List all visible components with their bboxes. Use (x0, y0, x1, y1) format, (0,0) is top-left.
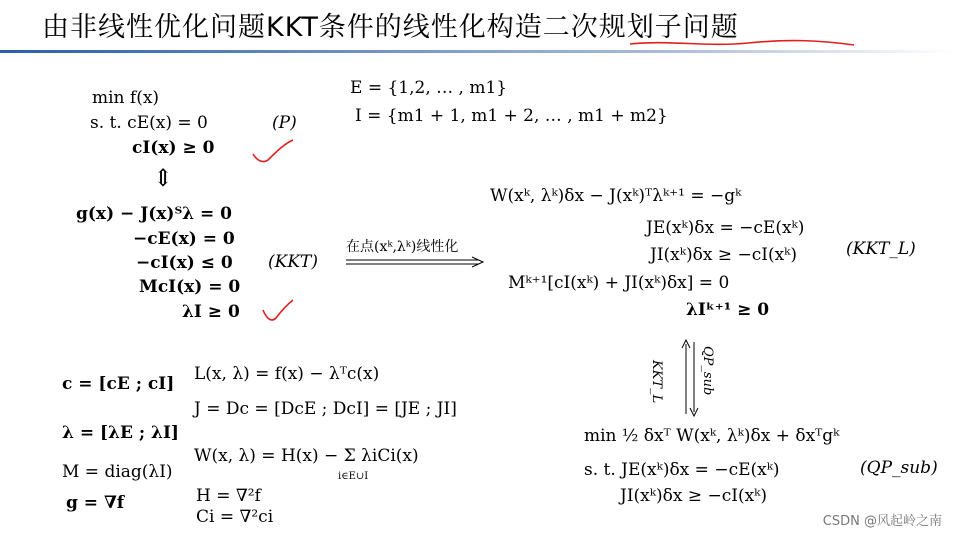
def-lagrangian: L(x, λ) = f(x) − λᵀc(x) (194, 364, 380, 384)
set-i: I = {m1 + 1, m1 + 2, … , m1 + m2} (355, 106, 668, 126)
kktl-complementarity: Mᵏ⁺¹[cI(xᵏ) + JI(xᵏ)δx] = 0 (508, 273, 730, 293)
def-ci: Ci = ∇²ci (196, 507, 274, 527)
kkt-eq: −cE(x) = 0 (133, 229, 235, 249)
qp-ineq-constraint: JI(xᵏ)δx ≥ −cI(xᵏ) (620, 486, 767, 506)
qp-eq-constraint: s. t. JE(xᵏ)δx = −cE(xᵏ) (584, 460, 780, 480)
linearize-text: 在点(xᵏ,λᵏ)线性化 (346, 239, 459, 255)
kktl-label: (KKT_L) (846, 239, 916, 259)
def-g: g = ∇f (66, 493, 125, 513)
def-lambda: λ = [λE ; λI] (62, 423, 179, 443)
def-h: H = ∇²f (196, 486, 261, 506)
problem-p-eq-constraint: s. t. cE(x) = 0 (90, 113, 208, 133)
kkt-stationarity: g(x) − J(x)ᵀλ = 0 (76, 204, 233, 224)
kktl-ineq: JI(xᵏ)δx ≥ −cI(xᵏ) (650, 245, 797, 265)
check-mark-red (250, 138, 296, 166)
qp-label: (QP_sub) (860, 458, 938, 478)
def-sum-index: i∈E∪I (338, 471, 369, 482)
def-jacobian: J = Dc = [DcE ; DcI] = [JE ; JI] (194, 399, 457, 419)
kktl-multiplier-sign: λIᵏ⁺¹ ≥ 0 (686, 300, 770, 320)
problem-p-ineq-constraint: cI(x) ≥ 0 (132, 138, 215, 158)
def-c: c = [cE ; cI] (62, 374, 175, 394)
equiv-label-kktl: KKT_L (649, 360, 664, 404)
page-title: 由非线性优化问题KKT条件的线性化构造二次规划子问题 (42, 12, 739, 43)
def-hessian-w: W(x, λ) = H(x) − Σ λiCi(x) (194, 446, 419, 466)
equiv-label-qp: QP_sub (700, 346, 715, 396)
kkt-label: (KKT) (268, 252, 319, 272)
problem-p-objective: min f(x) (92, 88, 160, 108)
title-rule (0, 50, 954, 53)
problem-p-label: (P) (272, 113, 297, 133)
kktl-stationarity: W(xᵏ, λᵏ)δx − J(xᵏ)ᵀλᵏ⁺¹ = −gᵏ (490, 186, 742, 206)
def-m: M = diag(λI) (62, 462, 173, 482)
kkt-complementarity: McI(x) = 0 (139, 277, 241, 297)
title-underline-mark (628, 36, 858, 50)
watermark: CSDN @风起岭之南 (822, 514, 942, 529)
equivalence-vertical-arrow-icon (680, 338, 700, 418)
kkt-multiplier-sign: λI ≥ 0 (182, 302, 240, 322)
qp-objective: min ½ δxᵀ W(xᵏ, λᵏ)δx + δxᵀgᵏ (584, 426, 840, 446)
linearize-arrow-icon (344, 256, 486, 270)
kkt-ineq: −cI(x) ≤ 0 (136, 253, 233, 273)
kktl-eq: JE(xᵏ)δx = −cE(xᵏ) (646, 218, 805, 238)
equivalence-arrow-icon: ⇕ (153, 164, 174, 192)
check-mark-red-2 (260, 298, 296, 324)
set-e: E = {1,2, … , m1} (350, 78, 508, 98)
